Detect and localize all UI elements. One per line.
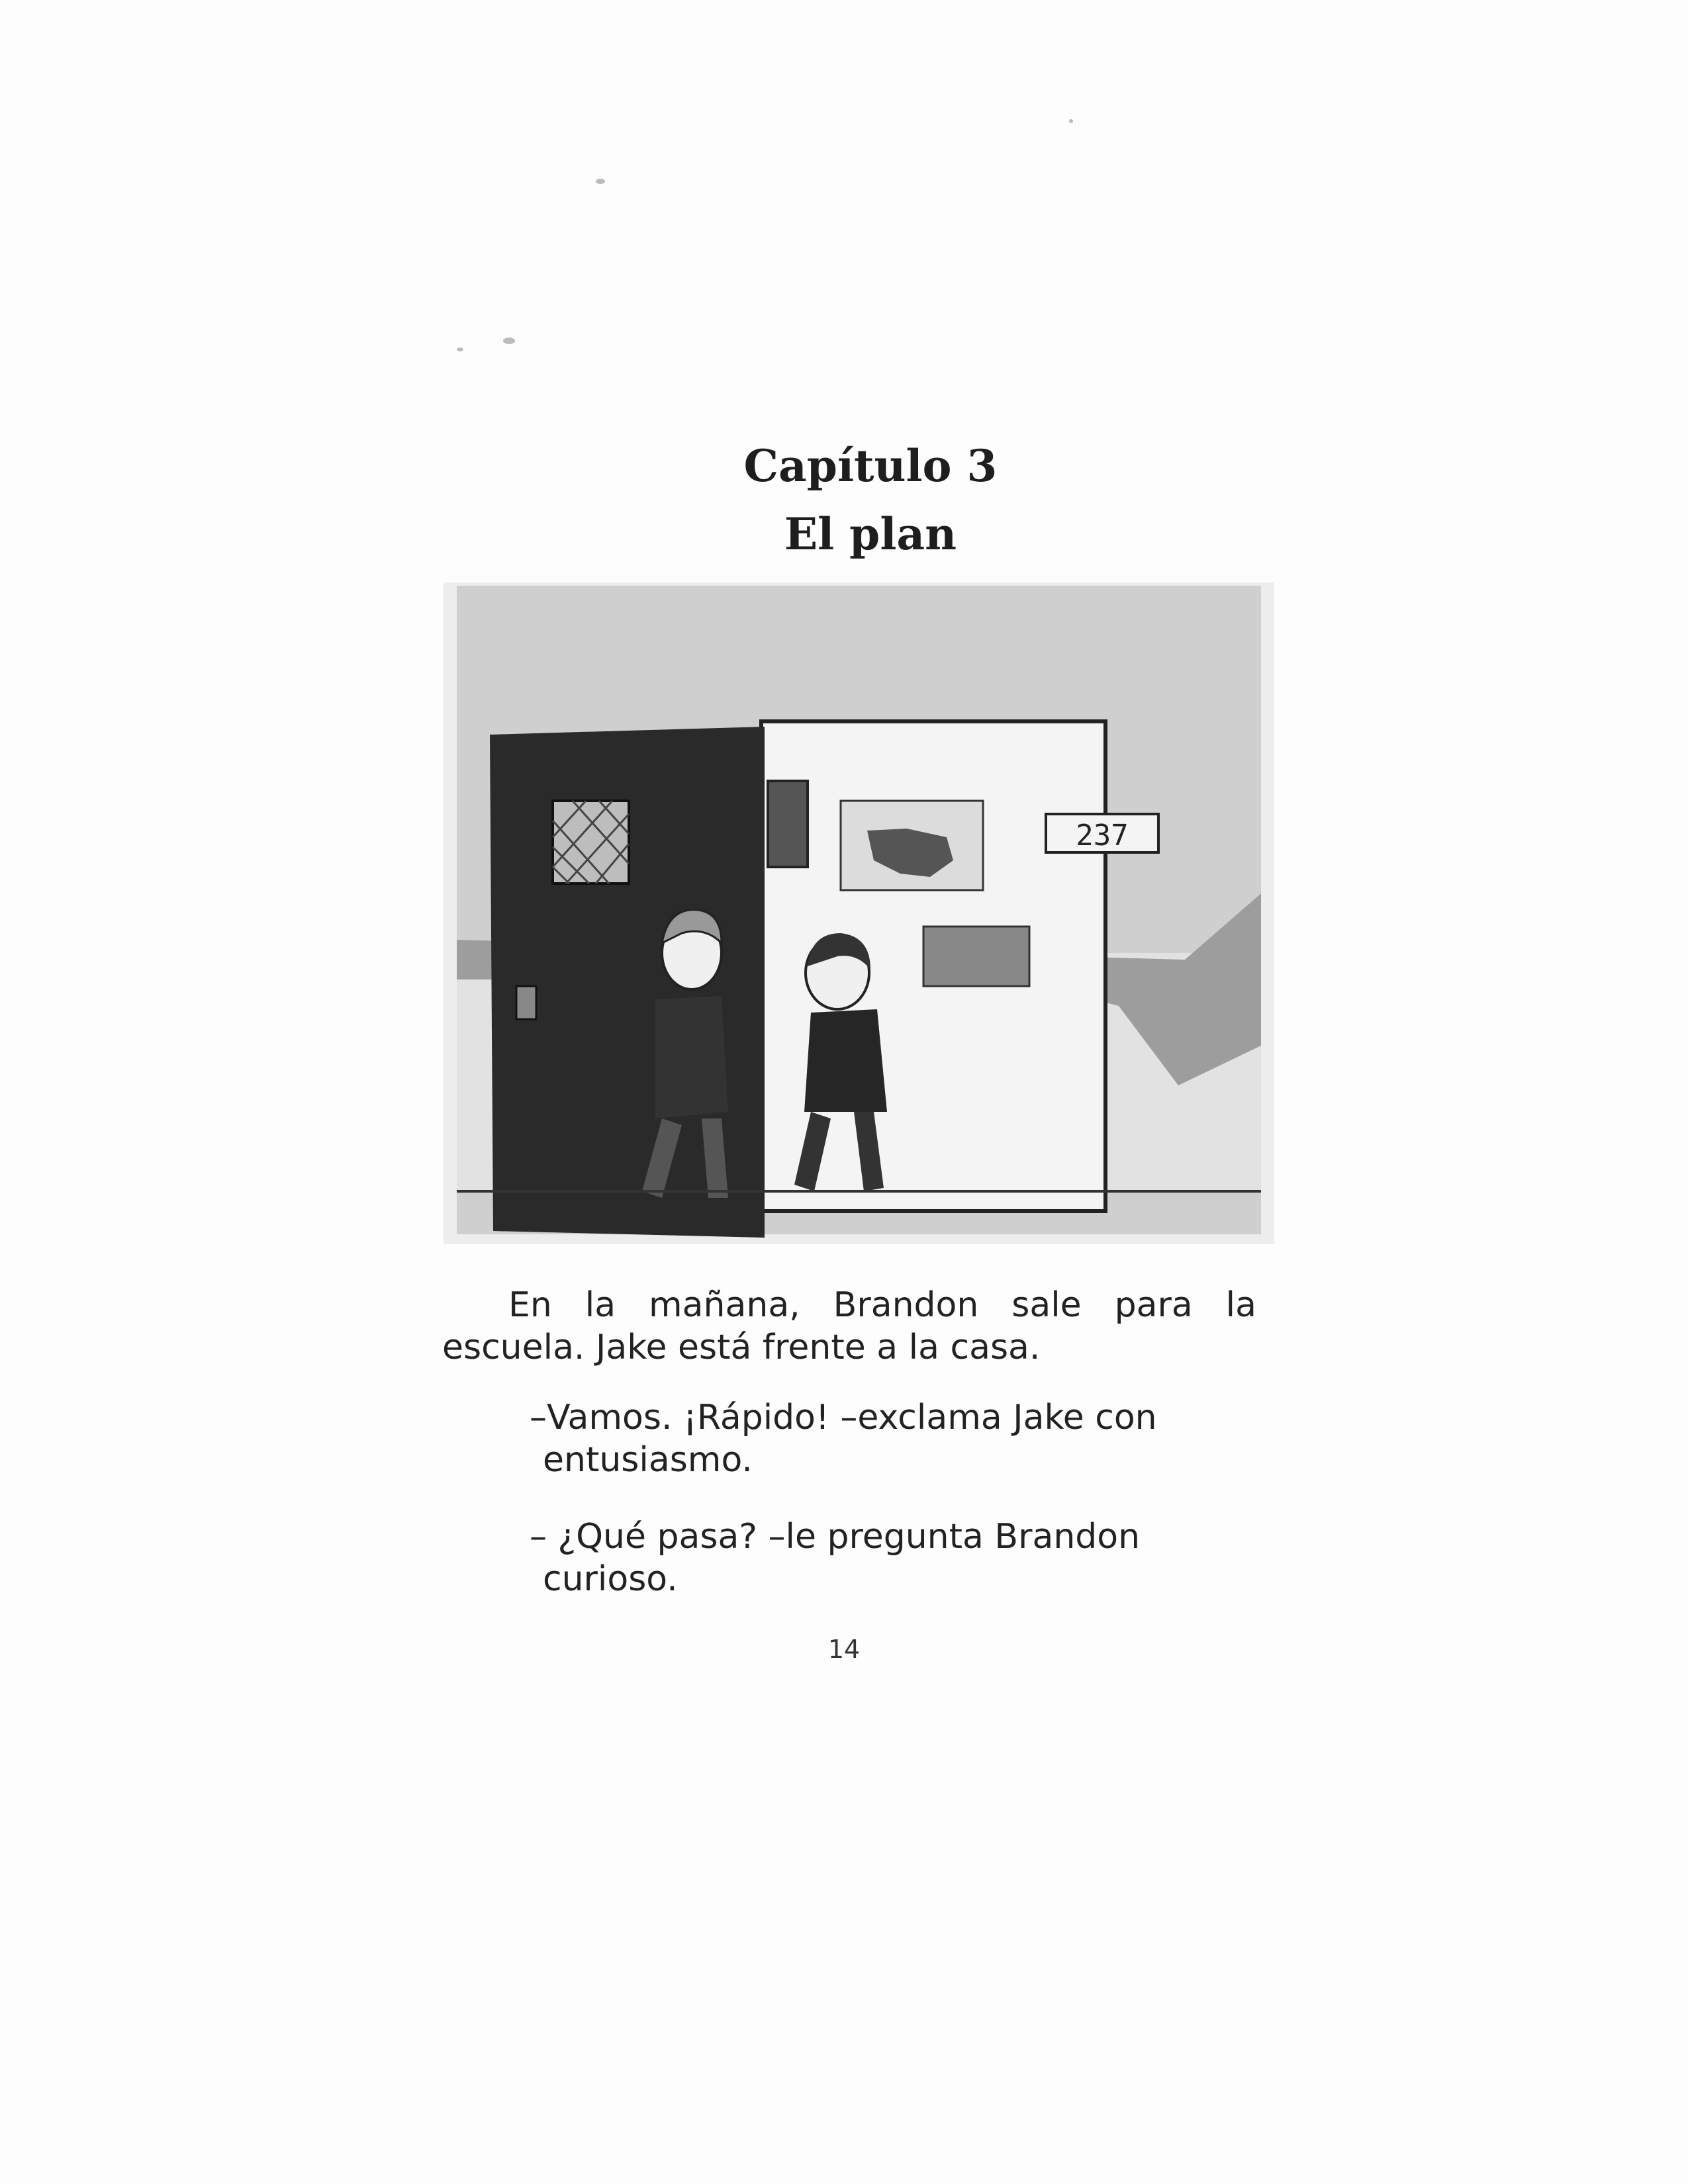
dialogue-line: –Vamos. ¡Rápido! –exclama Jake con entusiasmo. — [530, 1398, 1157, 1480]
chapter-title: El plan — [784, 508, 957, 560]
chapter-number: Capítulo 3 — [743, 440, 998, 492]
hallway-illustration — [444, 582, 1274, 1244]
boy2-shirt — [804, 1009, 887, 1112]
classroom-board — [923, 927, 1029, 986]
scan-speck — [1069, 119, 1073, 123]
scan-speck — [596, 179, 605, 184]
boy-shirt — [655, 996, 728, 1118]
dialogue-line: – ¿Qué pasa? –le pregunta Brandon curioso. — [530, 1517, 1141, 1599]
scan-speck — [457, 347, 463, 351]
page-number: 14 — [827, 1635, 861, 1664]
door-window — [553, 801, 629, 884]
scan-speck — [503, 338, 515, 344]
room-number: 237 — [1076, 819, 1129, 852]
paragraph: En la mañana, Brandon sale para la escuela. Jake está frente a la casa. — [442, 1285, 1256, 1367]
door-handle — [516, 986, 536, 1019]
